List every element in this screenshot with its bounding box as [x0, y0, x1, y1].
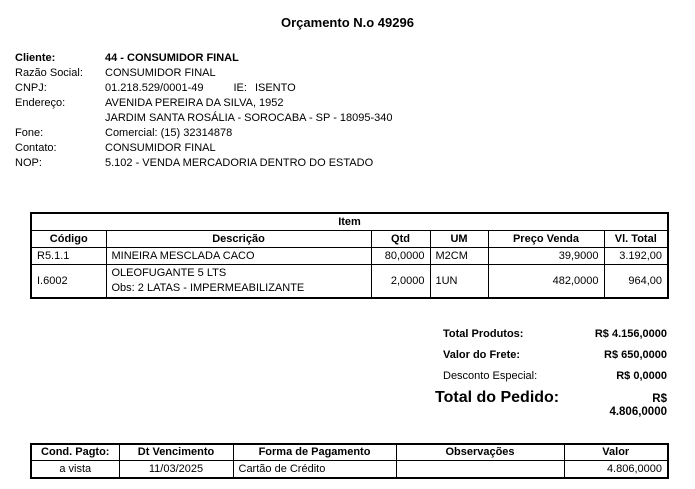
- cell-um: M2CM: [430, 247, 488, 264]
- total-produtos-value: R$ 4.156,0000: [594, 327, 667, 340]
- col-header-vl-total: Vl. Total: [604, 230, 668, 247]
- field-value: Comercial: (15) 32314878: [105, 127, 233, 139]
- ie-value: ISENTO: [254, 82, 296, 94]
- cell-forma-pagamento: Cartão de Crédito: [233, 461, 396, 478]
- cell-codigo: R5.1.1: [31, 247, 106, 264]
- total-pedido-value: R$ 4.806,0000: [609, 392, 667, 418]
- field-label: Cliente:: [15, 52, 56, 64]
- field-value: AVENIDA PEREIRA DA SILVA, 1952: [105, 97, 284, 109]
- client-field-cnpj: [15, 81, 695, 96]
- client-field-fone: [15, 126, 695, 141]
- cell-preco-venda: 39,9000: [488, 247, 604, 264]
- col-header-dt-vencimento: Dt Vencimento: [119, 444, 233, 461]
- total-pedido-label: Total do Pedido:: [435, 388, 560, 406]
- desconto-especial-row: [443, 370, 667, 383]
- col-header-cond-pagto: Cond. Pagto:: [31, 444, 119, 461]
- cell-vl-total: 964,00: [604, 264, 668, 298]
- col-header-observacoes: Observações: [396, 444, 564, 461]
- items-table-caption-row: [31, 213, 668, 230]
- items-table-header-row: [31, 230, 668, 247]
- cell-cond-pagto: a vista: [31, 461, 119, 478]
- field-value: CONSUMIDOR FINAL: [105, 67, 216, 79]
- field-label: Razão Social:: [15, 67, 83, 79]
- cell-vl-total: 3.192,00: [604, 247, 668, 264]
- cell-codigo: I.6002: [31, 264, 106, 298]
- field-label: Fone:: [15, 127, 44, 139]
- col-header-um: UM: [430, 230, 488, 247]
- cell-qtd: 2,0000: [371, 264, 430, 298]
- table-row: [31, 461, 668, 478]
- cell-preco-venda: 482,0000: [488, 264, 604, 298]
- field-label: NOP:: [15, 157, 42, 169]
- descricao-line1: OLEOFUGANTE 5 LTS: [111, 266, 227, 279]
- col-header-forma-pagamento: Forma de Pagamento: [233, 444, 396, 461]
- field-value: 01.218.529/0001-49: [105, 82, 204, 94]
- items-table: [30, 212, 669, 299]
- cell-qtd: 80,0000: [371, 247, 430, 264]
- total-produtos-label: Total Produtos:: [443, 327, 524, 340]
- valor-frete-value: R$ 650,0000: [604, 348, 667, 361]
- total-produtos-row: [443, 328, 667, 341]
- col-header-valor: Valor: [564, 444, 668, 461]
- cell-descricao: MINEIRA MESCLADA CACO: [106, 247, 371, 264]
- cell-descricao: [106, 264, 371, 298]
- cell-um: 1UN: [430, 264, 488, 298]
- field-value: 5.102 - VENDA MERCADORIA DENTRO DO ESTADO: [105, 157, 374, 169]
- ie-label: IE:: [233, 82, 247, 94]
- client-field-cliente: [15, 51, 695, 66]
- valor-frete-label: Valor do Frete:: [443, 348, 521, 361]
- payment-table-header-row: [31, 444, 668, 461]
- field-value: CONSUMIDOR FINAL: [105, 142, 216, 154]
- desconto-especial-value: R$ 0,0000: [616, 369, 667, 382]
- client-field-nop: [15, 156, 695, 171]
- col-header-preco-venda: Preço Venda: [488, 230, 604, 247]
- field-label: Contato:: [15, 142, 57, 154]
- col-header-codigo: Código: [31, 230, 106, 247]
- col-header-descricao: Descrição: [106, 230, 371, 247]
- field-label: CNPJ:: [15, 82, 47, 94]
- cell-dt-vencimento: 11/03/2025: [119, 461, 233, 478]
- cell-observacoes: [396, 461, 564, 478]
- client-field-endereco-line2: [15, 111, 695, 126]
- client-field-endereco: [15, 96, 695, 111]
- table-row: [31, 264, 668, 298]
- descricao-obs-line: Obs: 2 LATAS - IMPERMEABILIZANTE: [111, 281, 305, 294]
- field-value: JARDIM SANTA ROSÁLIA - SOROCABA - SP - 18095-340: [105, 112, 393, 124]
- field-label: Endereço:: [15, 97, 66, 109]
- client-field-razao-social: [15, 66, 695, 81]
- items-table-caption: Item: [31, 213, 668, 230]
- valor-frete-row: [443, 349, 667, 362]
- col-header-qtd: Qtd: [371, 230, 430, 247]
- totals-block: [435, 327, 667, 419]
- client-field-contato: [15, 141, 695, 156]
- table-row: [31, 247, 668, 264]
- field-value: 44 - CONSUMIDOR FINAL: [105, 52, 239, 64]
- desconto-especial-label: Desconto Especial:: [443, 369, 538, 382]
- client-info-block: [15, 51, 695, 171]
- cell-valor: 4.806,0000: [564, 461, 668, 478]
- total-pedido-row: [435, 388, 667, 419]
- page-title: Orçamento N.o 49296: [281, 15, 414, 30]
- payment-table: [30, 443, 669, 479]
